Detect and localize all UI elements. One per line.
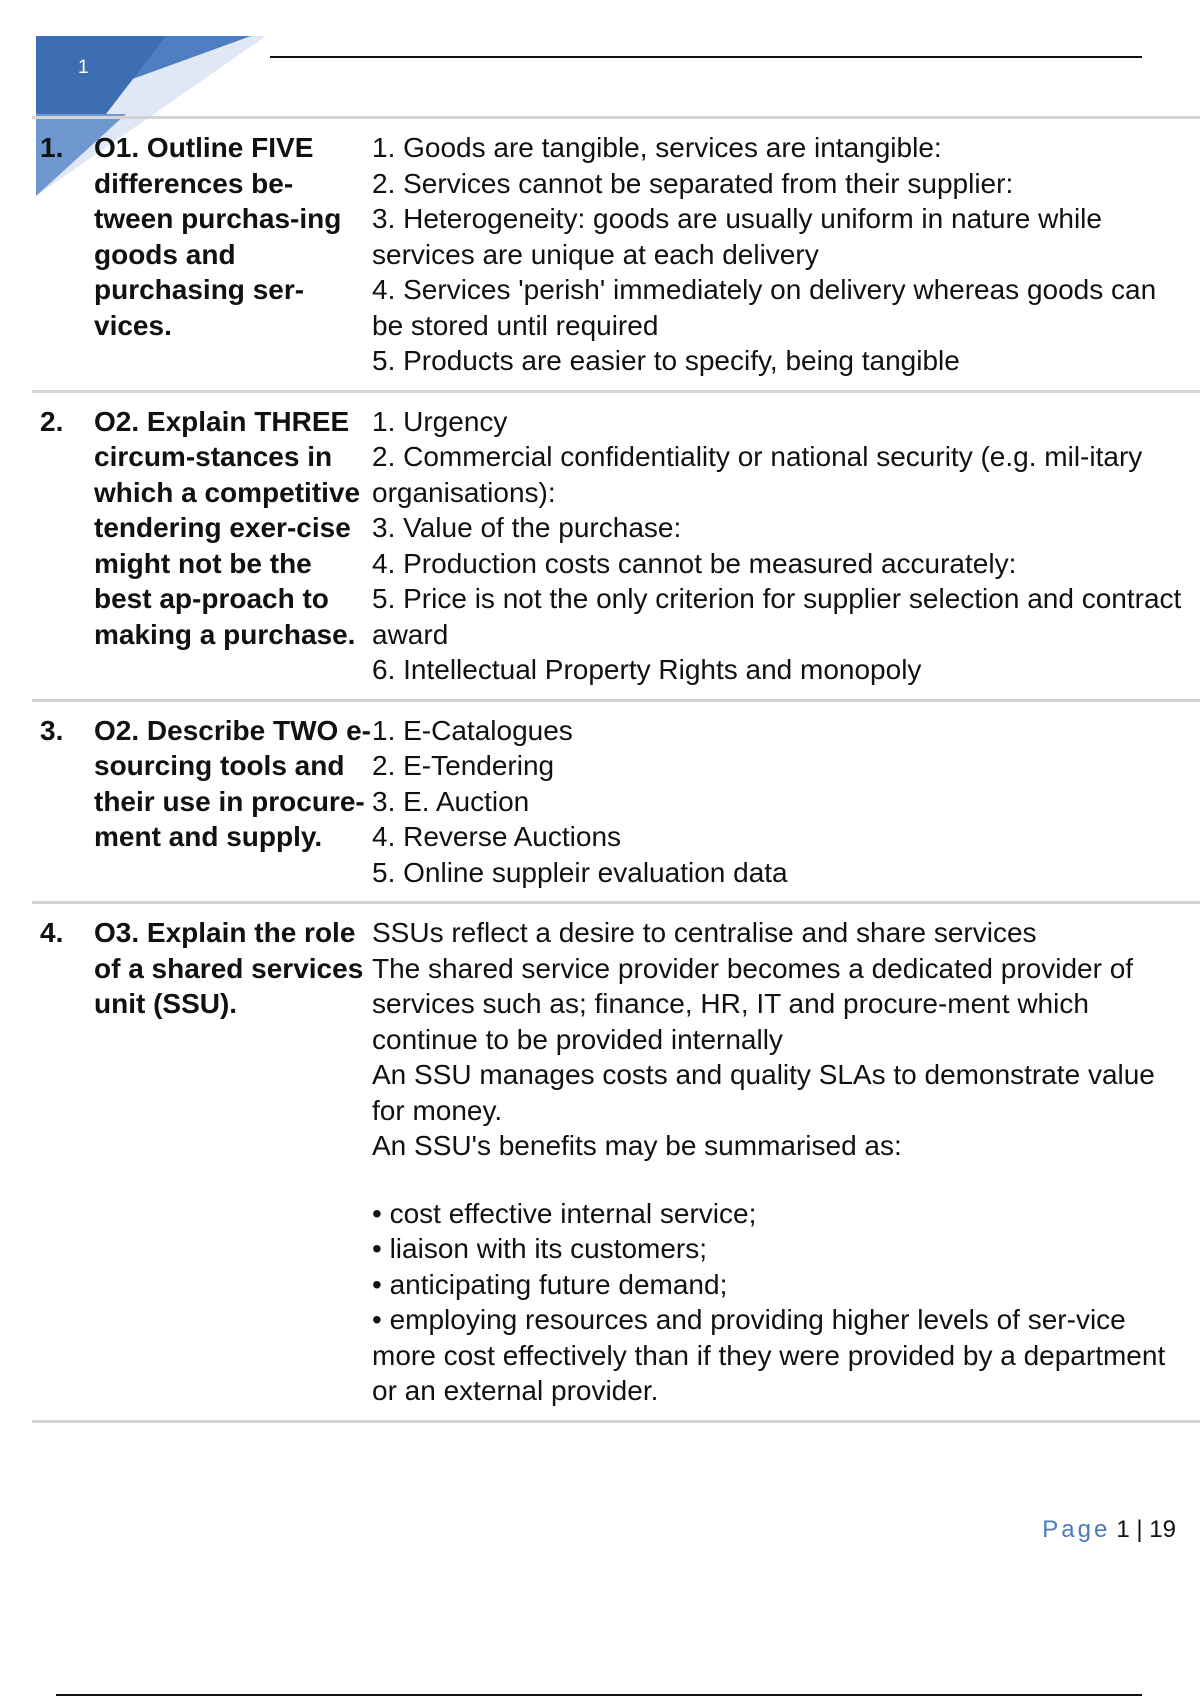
header-rule: [270, 56, 1142, 58]
answer-line: 2. E-Tendering: [372, 750, 555, 781]
footer-rule: [56, 1694, 1142, 1696]
page-total: 19: [1149, 1516, 1176, 1543]
question-row: [32, 700, 1200, 903]
answer-line: 4. Services 'perish' immediately on delivery whereas goods can be stored until required: [372, 274, 1157, 341]
answer-line: The shared service provider becomes a dedicated provider of services such as; finance, HR, IT and procure-ment which continue to be provided internally: [372, 952, 1134, 1055]
answer-line: 2. Commercial confidentiality or national security (e.g. mil-itary organisations):: [372, 441, 1143, 508]
answer-line: 1. Urgency: [372, 405, 508, 437]
header-page-number: 1: [78, 57, 89, 78]
page-label: Page: [1042, 1516, 1111, 1543]
page-current: 1: [1116, 1516, 1130, 1543]
answer-line: • cost effective internal service;: [372, 1197, 757, 1229]
answer-line: SSUs reflect a desire to centralise and share services: [372, 917, 1037, 948]
question-number: 4.: [32, 903, 94, 1422]
answer-text: [372, 118, 1200, 392]
question-row: [32, 903, 1200, 1422]
answer-line: 6. Intellectual Property Rights and monopoly: [372, 654, 922, 685]
answer-line: 1. E-Catalogues: [372, 714, 573, 746]
answer-line: 4. Production costs cannot be measured accurately:: [372, 547, 1017, 579]
question-number: 2.: [32, 391, 94, 700]
question-row: [32, 391, 1200, 700]
question-text: O2. Describe TWO e-sourcing tools and their use in procure-ment and supply.: [94, 700, 372, 903]
footer-page-indicator: [1042, 1516, 1176, 1544]
question-number: 3.: [32, 700, 94, 903]
answer-line: 3. E. Auction: [372, 785, 530, 817]
answer-line: 3. Heterogeneity: goods are usually uniform in nature while services are unique at each delivery: [372, 203, 1102, 270]
answer-line: 1. Goods are tangible, services are intangible:: [372, 132, 942, 163]
answer-line: 3. Value of the purchase:: [372, 512, 682, 543]
answer-text: [372, 903, 1200, 1422]
answer-line: 4. Reverse Auctions: [372, 821, 622, 852]
question-text: O2. Explain THREE circum-stances in which a competitive tendering exer-cise might not be the best ap-proach to making a purchase.: [94, 391, 372, 700]
question-row: [32, 118, 1200, 392]
answer-line: 5. Online suppleir evaluation data: [372, 856, 788, 888]
answer-line: 2. Services cannot be separated from their supplier:: [372, 167, 1014, 199]
answer-line: 5. Price is not the only criterion for supplier selection and contract award: [372, 583, 1182, 650]
answer-text: [372, 391, 1200, 700]
question-text: O1. Outline FIVE differences be-tween purchas-ing goods and purchasing ser-vices.: [94, 118, 372, 392]
page-separator: |: [1136, 1516, 1143, 1543]
answer-line: • employing resources and providing higher levels of ser-vice more cost effectively than if they were provided by a department or an external provider.: [372, 1304, 1166, 1406]
answer-text: [372, 700, 1200, 903]
answer-line: An SSU's benefits may be summarised as:: [372, 1130, 902, 1161]
question-number: 1.: [32, 118, 94, 392]
question-text: O3. Explain the role of a shared services unit (SSU).: [94, 903, 372, 1422]
answer-line: An SSU manages costs and quality SLAs to demonstrate value for money.: [372, 1059, 1155, 1126]
qa-table: [32, 116, 1200, 1423]
answer-line: • liaison with its customers;: [372, 1233, 708, 1264]
answer-spacer: [372, 1164, 1192, 1196]
answer-line: • anticipating future demand;: [372, 1268, 728, 1300]
answer-line: 5. Products are easier to specify, being tangible: [372, 345, 960, 376]
